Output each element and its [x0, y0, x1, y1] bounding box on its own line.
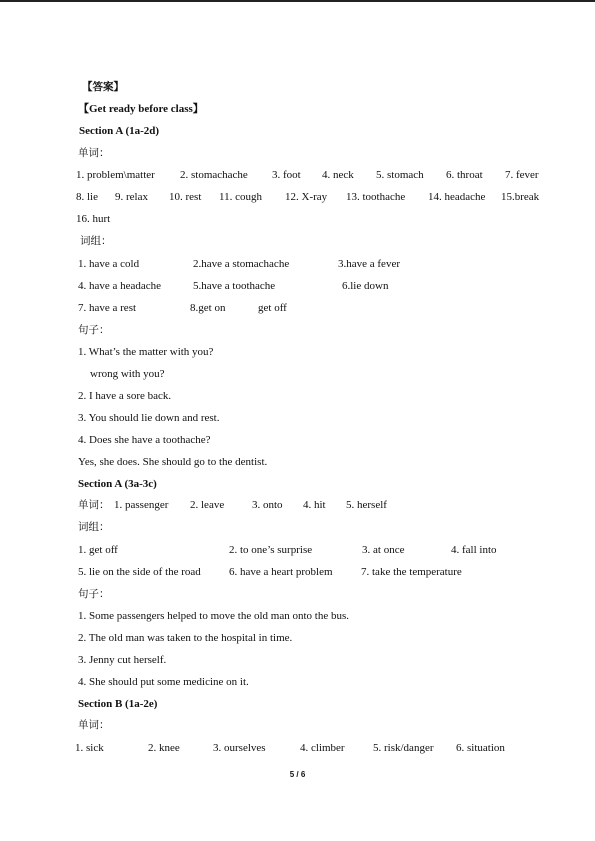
sentence: 4. She should put some medicine on it.	[78, 676, 249, 688]
word-item: 2. leave	[190, 499, 225, 511]
word-item: 1. problem\matter	[76, 169, 155, 181]
word-item: 9. relax	[115, 191, 148, 203]
word-item: 3. ourselves	[213, 742, 266, 754]
word-item: 7. fever	[505, 169, 539, 181]
word-item: 15.break	[501, 191, 540, 203]
sentence: 3. Jenny cut herself.	[78, 654, 167, 666]
word-item: 16. hurt	[76, 213, 111, 225]
phrase-list-row	[0, 301, 595, 315]
sentence: 1. Some passengers helped to move the old man onto the bus.	[78, 610, 349, 622]
sentence: Yes, she does. She should go to the dentist.	[78, 456, 268, 468]
word-list-row	[0, 190, 595, 204]
word-item: 4. hit	[303, 499, 326, 511]
sentence: 1. What’s the matter with you?	[78, 346, 214, 358]
word-item: 13. toothache	[346, 191, 406, 203]
word-item: 6. situation	[456, 742, 505, 754]
word-item: 3. onto	[252, 499, 283, 511]
word-item: 2. knee	[148, 742, 180, 754]
section-b-heading: Section B (1a-2e)	[78, 698, 158, 710]
section-a1-heading: Section A (1a-2d)	[79, 125, 160, 137]
word-item: 14. headache	[428, 191, 486, 203]
phrase-item: 2. to one’s surprise	[229, 544, 313, 556]
phrase-item: 1. get off	[78, 544, 118, 556]
phrase-item: 7. have a rest	[78, 302, 137, 314]
phrase-item: 1. have a cold	[78, 258, 140, 270]
sentence: 4. Does she have a toothache?	[78, 434, 211, 446]
phrase-item: 6.lie down	[342, 280, 389, 292]
sentence: 3. You should lie down and rest.	[78, 412, 220, 424]
words-label: 单词：	[78, 147, 110, 159]
phrase-item: get off	[258, 302, 287, 314]
phrase-list-row	[0, 565, 595, 579]
word-item: 1. passenger	[114, 499, 169, 511]
phrases-label: 词组：	[78, 521, 110, 533]
sentences-label: 句子：	[78, 588, 110, 600]
phrase-item: 5. lie on the side of the road	[78, 566, 201, 578]
phrase-item: 5.have a toothache	[193, 280, 276, 292]
sentence: 2. I have a sore back.	[78, 390, 172, 402]
word-list-row	[0, 741, 595, 755]
phrase-item: 4. fall into	[451, 544, 497, 556]
answer-label: 【答案】	[82, 81, 124, 93]
word-item: 5. risk/danger	[373, 742, 434, 754]
phrase-list-row	[0, 279, 595, 293]
word-item: 5. stomach	[376, 169, 424, 181]
get-ready-heading: 【Get ready before class】	[78, 103, 204, 115]
word-list-row	[0, 168, 595, 182]
word-item: 8. lie	[76, 191, 98, 203]
word-item: 4. climber	[300, 742, 345, 754]
phrase-item: 3.have a fever	[338, 258, 400, 270]
word-item: 10. rest	[169, 191, 202, 203]
word-item: 5. herself	[346, 499, 387, 511]
word-item: 1. sick	[75, 742, 104, 754]
sentence: wrong with you?	[90, 368, 165, 380]
top-border-line	[0, 0, 595, 2]
page-indicator: 5 / 6	[289, 770, 306, 779]
phrase-item: 4. have a headache	[78, 280, 162, 292]
phrase-item: 6. have a heart problem	[229, 566, 333, 578]
words-label: 单词：	[78, 499, 110, 511]
word-item: 2. stomachache	[180, 169, 248, 181]
phrase-item: 8.get on	[190, 302, 226, 314]
phrase-list-row	[0, 257, 595, 271]
phrase-item: 3. at once	[362, 544, 405, 556]
phrases-label: 词组：	[80, 235, 112, 247]
word-item: 11. cough	[219, 191, 262, 203]
phrase-list-row	[0, 543, 595, 557]
words-label: 单词：	[78, 719, 110, 731]
word-list-row	[0, 498, 595, 512]
sentences-label: 句子：	[78, 324, 110, 336]
word-item: 12. X-ray	[285, 191, 328, 203]
section-a2-heading: Section A (3a-3c)	[78, 478, 157, 490]
word-item: 4. neck	[322, 169, 354, 181]
phrase-item: 7. take the temperature	[361, 566, 462, 578]
phrase-item: 2.have a stomachache	[193, 258, 290, 270]
sentence: 2. The old man was taken to the hospital in time.	[78, 632, 293, 644]
word-item: 3. foot	[272, 169, 301, 181]
word-item: 6. throat	[446, 169, 483, 181]
